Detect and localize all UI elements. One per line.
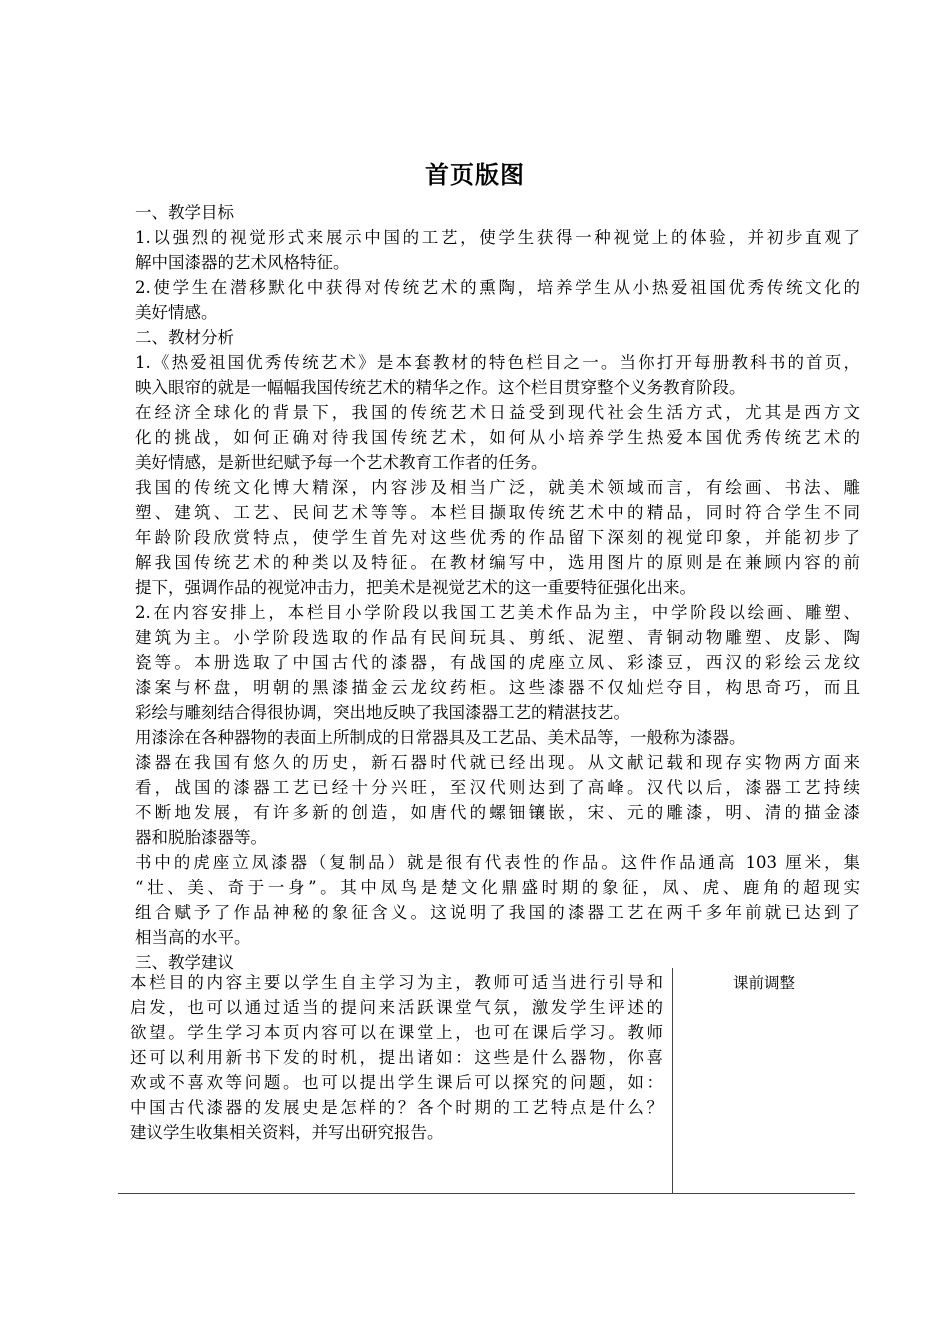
text-line: 2.使学生在潜移默化中获得对传统艺术的熏陶，培养学生从小热爱祖国优秀传统文化的 (135, 278, 860, 297)
text-line: 彩绘与雕刻结合得很协调，突出地反映了我国漆器工艺的精湛技艺。 (135, 703, 630, 722)
text-line: 塑、建筑、工艺、民间艺术等等。本栏目撷取传统艺术中的精品，同时符合学生不同 (135, 503, 860, 522)
text-line: 不断地发展，有许多新的创造，如唐代的螺钿镶嵌，宋、元的雕漆，明、清的描金漆 (135, 803, 860, 822)
text-line: 解我国传统艺术的种类以及特征。在教材编写中，选用图片的原则是在兼顾内容的前 (135, 553, 860, 572)
table-column-divider (672, 968, 673, 1194)
text-line: 1.《热爱祖国优秀传统艺术》是本套教材的特色栏目之一。当你打开每册教科书的首页， (135, 353, 860, 372)
text-line: 用漆涂在各种器物的表面上所制成的日常器具及工艺品、美术品等，一般称为漆器。 (135, 728, 746, 747)
text-line: 年龄阶段欣赏特点，使学生首先对这些优秀的作品留下深刻的视觉印象，并能初步了 (135, 528, 860, 547)
table-text-line: 欢或不喜欢等问题。也可以提出学生课后可以探究的问题，如： (130, 1073, 663, 1092)
text-line: 映入眼帘的就是一幅幅我国传统艺术的精华之作。这个栏目贯穿整个义务教育阶段。 (135, 378, 746, 397)
table-bottom-border (118, 1193, 855, 1194)
text-line: 1.以强烈的视觉形式来展示中国的工艺，使学生获得一种视觉上的体验，并初步直观了 (135, 228, 860, 247)
section-heading: 三、教学建议 (135, 953, 234, 972)
text-line: 看，战国的漆器工艺已经十分兴旺，至汉代则达到了高峰。汉代以后，漆器工艺持续 (135, 778, 860, 797)
text-line: 美好情感。 (135, 303, 218, 322)
text-line: 组合赋予了作品神秘的象征含义。这说明了我国的漆器工艺在两千多年前就已达到了 (135, 903, 860, 922)
table-text-line: 启发，也可以通过适当的提问来活跃课堂气氛，激发学生评述的 (130, 998, 663, 1017)
text-line: 我国的传统文化博大精深，内容涉及相当广泛，就美术领域而言，有绘画、书法、雕 (135, 478, 860, 497)
text-line: 建筑为主。小学阶段选取的作品有民间玩具、剪纸、泥塑、青铜动物雕塑、皮影、陶 (135, 628, 860, 647)
text-line: 2.在内容安排上，本栏目小学阶段以我国工艺美术作品为主，中学阶段以绘画、雕塑、 (135, 603, 860, 622)
text-line: 器和脱胎漆器等。 (135, 828, 267, 847)
section-heading: 一、教学目标 (135, 203, 234, 222)
table-text-line: 建议学生收集相关资料，并写出研究报告。 (130, 1123, 444, 1142)
text-line: 相当高的水平。 (135, 928, 251, 947)
text-line: 瓷等。本册选取了中国古代的漆器，有战国的虎座立凤、彩漆豆，西汉的彩绘云龙纹 (135, 653, 860, 672)
section-heading: 二、教材分析 (135, 328, 234, 347)
table-text-line: 中国古代漆器的发展史是怎样的？各个时期的工艺特点是什么？ (130, 1098, 663, 1117)
table-text-line: 还可以利用新书下发的时机，提出诸如：这些是什么器物，你喜 (130, 1048, 663, 1067)
text-line: 在经济全球化的背景下，我国的传统艺术日益受到现代社会生活方式，尤其是西方文 (135, 403, 860, 422)
text-line: 提下，强调作品的视觉冲击力，把美术是视觉艺术的这一重要特征强化出来。 (135, 578, 696, 597)
text-line: 书中的虎座立凤漆器（复制品）就是很有代表性的作品。这件作品通高 103 厘米，集 (135, 853, 860, 872)
text-line: 漆器在我国有悠久的历史，新石器时代就已经出现。从文献记载和现存实物两方面来 (135, 753, 860, 772)
table-text-line: 欲望。学生学习本页内容可以在课堂上，也可在课后学习。教师 (130, 1023, 663, 1042)
side-column-label: 课前调整 (732, 974, 795, 992)
text-line: 美好情感，是新世纪赋予每一个艺术教育工作者的任务。 (135, 453, 548, 472)
table-text-line: 本栏目的内容主要以学生自主学习为主，教师可适当进行引导和 (130, 973, 663, 992)
text-line: 解中国漆器的艺术风格特征。 (135, 253, 350, 272)
text-line: 化的挑战，如何正确对待我国传统艺术，如何从小培养学生热爱本国优秀传统艺术的 (135, 428, 860, 447)
text-line: 漆案与杯盘，明朝的黑漆描金云龙纹药柜。这些漆器不仅灿烂夺目，构思奇巧，而且 (135, 678, 860, 697)
page-title: 首页版图 (425, 160, 525, 189)
text-line: “壮、美、奇于一身”。其中凤鸟是楚文化鼎盛时期的象征，凤、虎、鹿角的超现实 (135, 878, 860, 897)
